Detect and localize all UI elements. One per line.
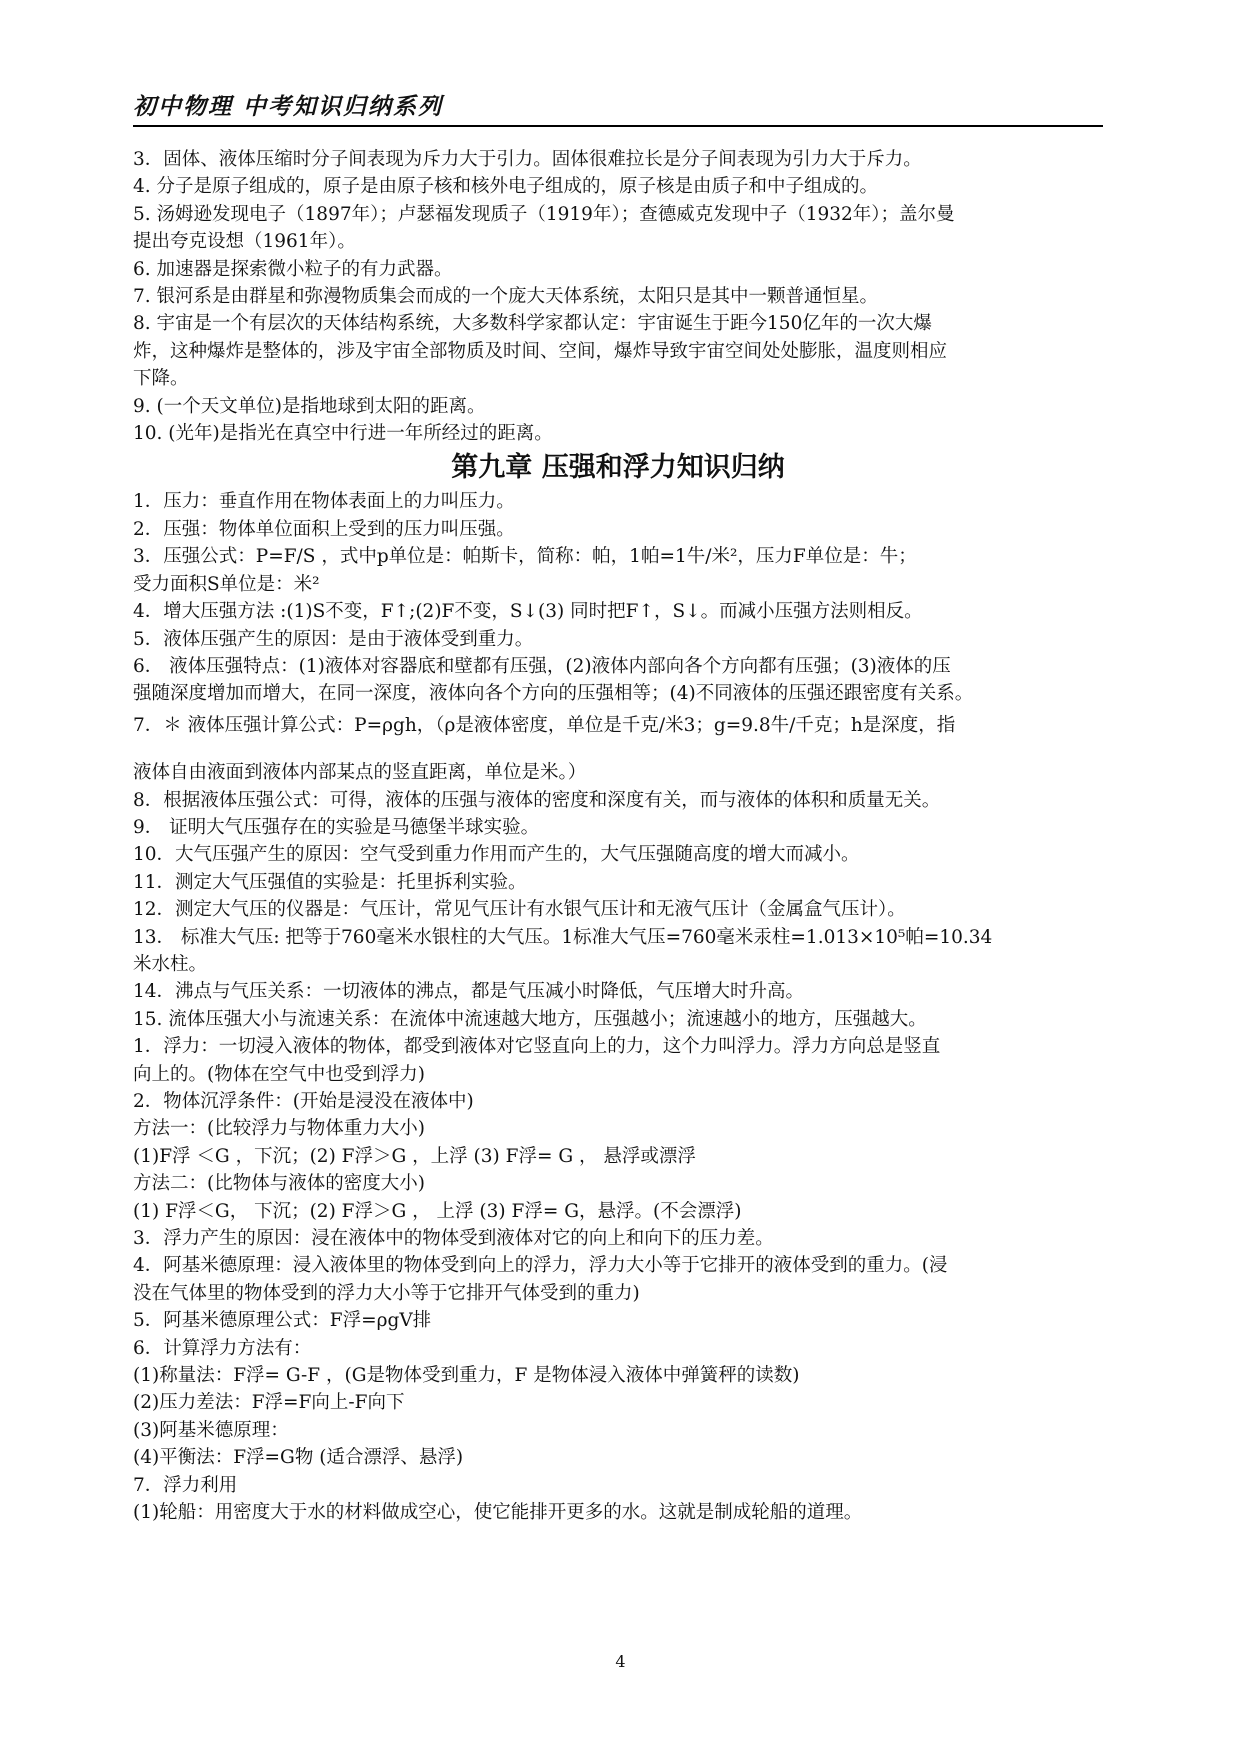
text-line: 受力面积S单位是：米²	[133, 573, 320, 595]
text-line: 1．浮力：一切浸入液体的物体，都受到液体对它竖直向上的力，这个力叫浮力。浮力方向总是竖直	[133, 1036, 941, 1058]
page-number: 4	[615, 1652, 626, 1671]
text-line: 4. 分子是原子组成的，原子是由原子核和核外电子组成的，原子核是由质子和中子组成的。	[133, 176, 879, 198]
text-line: 下降。	[133, 368, 189, 390]
text-line: 9． 证明大气压强存在的实验是马德堡半球实验。	[133, 816, 540, 838]
text-line: (4)平衡法：F浮=G物 (适合漂浮、悬浮)	[133, 1447, 464, 1469]
page-header: 初中物理 中考知识归纳系列	[133, 94, 444, 120]
text-line: (1) F浮＜G， 下沉；(2) F浮＞G ， 上浮 (3) F浮= G，悬浮。(不会漂浮)	[133, 1200, 742, 1222]
text-line: 4．增大压强方法 :(1)S不变，F↑;(2)F不变，S↓(3) 同时把F↑，S↓。而减小压强方法则相反。	[133, 601, 923, 623]
text-line: (1)轮船：用密度大于水的材料做成空心，使它能排开更多的水。这就是制成轮船的道理。	[133, 1502, 863, 1524]
text-line: 强随深度增加而增大，在同一深度，液体向各个方向的压强相等；(4)不同液体的压强还跟密度有关系。	[133, 683, 974, 705]
text-line: 10. (光年)是指光在真空中行进一年所经过的距离。	[133, 423, 553, 445]
text-line: 3．固体、液体压缩时分子间表现为斥力大于引力。固体很难拉长是分子间表现为引力大于斥力。	[133, 149, 922, 170]
header-rule	[133, 125, 1103, 127]
text-line: 没在气体里的物体受到的浮力大小等于它排开气体受到的重力)	[133, 1282, 640, 1304]
text-line: 15. 流体压强大小与流速关系：在流体中流速越大地方，压强越小；流速越小的地方，压强越大。	[133, 1008, 927, 1030]
text-line: 10．大气压强产生的原因：空气受到重力作用而产生的，大气压强随高度的增大而减小。	[133, 844, 860, 866]
text-line: (1)F浮 ＜G ，下沉；(2) F浮＞G ，上浮 (3) F浮= G ， 悬浮或漂浮	[133, 1145, 696, 1167]
text-line: 3．浮力产生的原因：浸在液体中的物体受到液体对它的向上和向下的压力差。	[133, 1228, 774, 1250]
text-line: 3．压强公式：P=F/S ，式中p单位是：帕斯卡，简称：帕，1帕=1牛/米²，压力F单位是：牛；	[133, 546, 917, 568]
text-line: 向上的。(物体在空气中也受到浮力)	[133, 1063, 425, 1085]
text-line: 7. 银河系是由群星和弥漫物质集会而成的一个庞大天体系统，太阳只是其中一颗普通恒星。	[133, 286, 879, 308]
text-line: 7．浮力利用	[133, 1474, 238, 1496]
text-line: 液体自由液面到液体内部某点的竖直距离，单位是米。）	[133, 762, 587, 784]
text-line: 9. (一个天文单位)是指地球到太阳的距离。	[133, 395, 486, 417]
text-line: 米水柱。	[133, 953, 208, 975]
text-line: 1．压力：垂直作用在物体表面上的力叫压力。	[133, 491, 515, 513]
chapter-title: 第九章 压强和浮力知识归纳	[451, 452, 785, 484]
text-line: 5. 汤姆逊发现电子（1897年）；卢瑟福发现质子（1919年）；查德威克发现中子（1932年）；盖尔曼	[133, 203, 955, 225]
text-line: 5．阿基米德原理公式：F浮=ρgV排	[133, 1310, 432, 1332]
text-line: 13． 标准大气压: 把等于760毫米水银柱的大气压。1标准大气压=760毫米汞柱=1.013×10⁵帕=10.34	[133, 926, 993, 948]
text-line: 14．沸点与气压关系：一切液体的沸点，都是气压减小时降低，气压增大时升高。	[133, 981, 805, 1003]
text-line: 2．压强：物体单位面积上受到的压力叫压强。	[133, 518, 515, 540]
text-line: 方法二：(比物体与液体的密度大小)	[133, 1173, 425, 1195]
text-line: 12．测定大气压的仪器是：气压计，常见气压计有水银气压计和无液气压计（金属盒气压计）。	[133, 899, 906, 921]
text-line: 7．＊ 液体压强计算公式：P=ρgh，（ρ是液体密度，单位是千克/米3；g=9.8牛/千克；h是深度，指	[133, 714, 956, 736]
text-line: 8．根据液体压强公式：可得，液体的压强与液体的密度和深度有关，而与液体的体积和质量无关。	[133, 789, 941, 811]
text-line: 8. 宇宙是一个有层次的天体结构系统，大多数科学家都认定：宇宙诞生于距今150亿年的一次大爆	[133, 313, 932, 335]
text-line: 方法一：(比较浮力与物体重力大小)	[133, 1118, 425, 1140]
text-line: 炸，这种爆炸是整体的，涉及宇宙全部物质及时间、空间，爆炸导致宇宙空间处处膨胀，温度则相应	[133, 340, 948, 362]
text-line: (1)称量法：F浮= G-F ，(G是物体受到重力，F 是物体浸入液体中弹簧秤的读数)	[133, 1365, 800, 1387]
text-line: 11．测定大气压强值的实验是：托里拆利实验。	[133, 871, 527, 893]
text-line: (2)压力差法：F浮=F向上-F向下	[133, 1392, 405, 1414]
text-line: 6. 加速器是探索微小粒子的有力武器。	[133, 258, 453, 280]
text-line: 5．液体压强产生的原因：是由于液体受到重力。	[133, 628, 534, 650]
text-line: 提出夸克设想（1961年）。	[133, 231, 356, 253]
document-body	[133, 146, 1103, 1527]
text-line: 6．计算浮力方法有：	[133, 1337, 312, 1359]
text-line: (3)阿基米德原理：	[133, 1419, 289, 1441]
text-line: 2．物体沉浮条件：(开始是浸没在液体中)	[133, 1091, 474, 1112]
text-line: 6． 液体压强特点：(1)液体对容器底和壁都有压强，(2)液体内部向各个方向都有压强；(3)液体的压	[133, 655, 951, 677]
text-line: 4．阿基米德原理：浸入液体里的物体受到向上的浮力，浮力大小等于它排开的液体受到的重力。(浸	[133, 1255, 948, 1277]
